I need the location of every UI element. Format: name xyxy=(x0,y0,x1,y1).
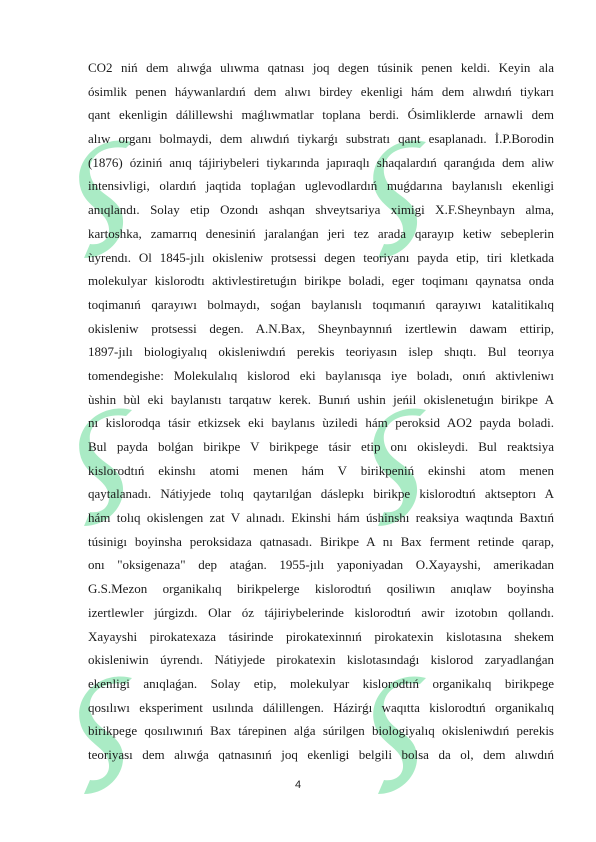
text-line: ekenligi anıqlaǵan. Solay etip, molekulyar kislorodtıń organikalıq birikpege xyxy=(88,675,554,691)
text-line: nı kislorodqa tásir etkizsek eki baylanıs ùziledi hám peroksid AO2 payda boladi. xyxy=(88,415,554,431)
text-line: ùshin bùl eki baylanıstı tarqatıw kerek. Bunıń ushin jeńil okislenetuǵın birikpe A xyxy=(88,391,554,407)
text-line: kislorodtıń ekinshı atomi menen hám V birikpeniń ekinshi atom menen xyxy=(88,462,554,478)
text-line: onı "oksigenaza" dep ataǵan. 1955-jılı yaponiyadan O.Xayayshi, amerikadan xyxy=(88,557,554,573)
text-line: qant ekenligin dálillewshi maǵlıwmatlar toplana berdi. Ósimliklerde arnawli dem xyxy=(88,107,554,123)
text-line: ósimlik penen háywanlardıń dem alıwı birdey ekenligi hám dem alıwdıń tiykarı xyxy=(88,83,554,99)
body-text xyxy=(88,56,554,767)
text-line: qaytalanadı. Nátiyjede tolıq qaytarılǵan dáslepkı birikpe kislorodtıń aktseptorı A xyxy=(88,486,554,502)
text-line: okisleniwin úyrendı. Nátiyjede pirokatexin kislotasındaǵı kislorod zaryadlanǵan xyxy=(88,652,554,668)
text-line: teoriyası dem alıwǵa qatnasınıń joq ekenligi belgili bolsa da ol, dem alıwdıń xyxy=(88,746,554,762)
text-line: kartoshka, zamarrıq denesiniń jaralanǵan jeri tez arada qarayıp ketiw sebeplerin xyxy=(88,225,554,241)
page-number: 4 xyxy=(294,779,302,791)
text-line: okisleniw protsessi degen. A.N.Bax, Sheynbaynnıń izertlewin dawam ettirip, xyxy=(88,320,554,336)
text-line: anıqlandı. Solay etip Ozondı ashqan shveytsariya ximigi X.F.Sheynbayn alma, xyxy=(88,202,554,218)
text-line: Bul payda bolǵan birikpe V birikpege tásir etip onı okisleydi. Bul reaktsiya xyxy=(88,439,554,454)
text-line: (1876) óziniń anıq tájiriybeleri tiykarında japıraqlı shaqalardıń qaranǵıda dem aliw xyxy=(88,154,554,170)
text-line: 1897-jılı biologiyalıq okisleniwdıń perekis teoriyasın islep shıqtı. Bul teorıya xyxy=(88,344,554,360)
text-line: ùyrendı. Ol 1845-jılı okisleniw protsessi degen teoriyanı payda etip, tiri kletkada xyxy=(88,249,554,265)
text-line: birikpege qosılıwınıń Bax tárepinen alǵa súrilgen biologiyalıq okisleniwdıń perekis xyxy=(88,723,554,739)
text-line: tomendegishe: Molekulalıq kislorod eki baylanısqa iye boladı, onıń aktivleniwı xyxy=(88,367,554,383)
text-line: túsinigı boyinsha peroksidaza qatnasadı. Birikpe A nı Bax ferment retinde qarap, xyxy=(88,533,554,549)
text-line: toqimanıń qarayıwı bolmaydı, soǵan baylanıslı toqımanıń qarayıwı katalitikalıq xyxy=(88,296,554,312)
text-line: CO2 niń dem alıwǵa ulıwma qatnası joq degen túsinik penen keldi. Keyin ala xyxy=(88,60,554,75)
text-line: G.S.Mezon organikalıq birikpelerge kislorodtıń qosiliwın anıqlaw boyinsha xyxy=(88,581,554,597)
text-line: izertlewler júrgizdı. Olar óz tájiriybelerinde kislorodtıń awir izotobın qollandı. xyxy=(88,604,554,620)
text-line: Xayayshi pirokatexaza tásirinde pirokatexinnıń pirokatexin kislotasına shekem xyxy=(88,628,554,644)
text-line: alıw organı bolmaydi, dem alıwdıń tiykarǵı substratı qant esaplanadı. İ.P.Borodin xyxy=(88,131,554,147)
text-line: qosılıwı eksperiment usılında dálillengen. Házirǵı waqıtta kislorodtıń organikalıq xyxy=(88,699,554,715)
text-line: intensivligi, olardıń jaqtida toplaǵan uglevodlardıń muǵdarına baylanıslı ekenligi xyxy=(88,178,554,194)
text-line: molekulyar kislorodtı aktivlestiretuǵın birikpe boladi, eger toqimanı qaynatsa onda xyxy=(88,273,554,289)
text-line: hám tolıq okislengen zat V alınadı. Ekinshi hám úshinshı reaksiya waqtında Baxtıń xyxy=(88,510,554,526)
